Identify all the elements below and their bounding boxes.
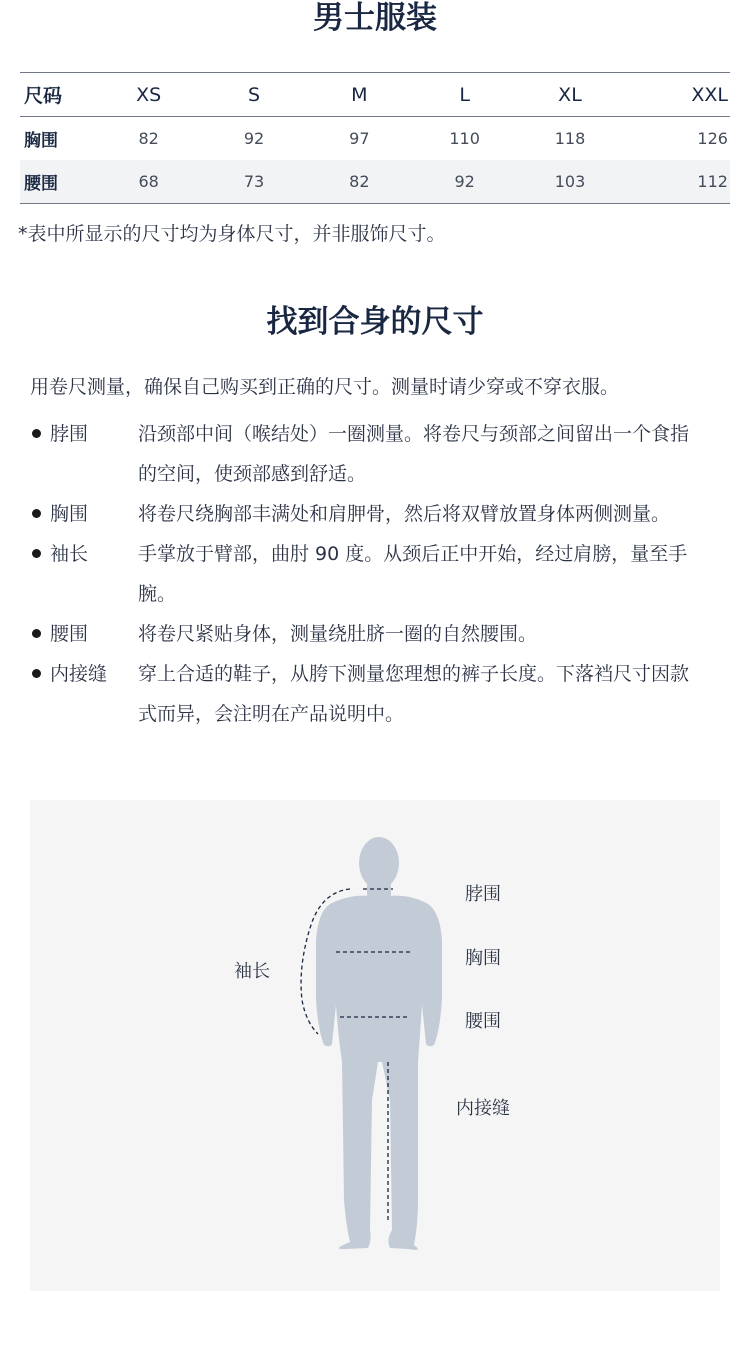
guide-description: 沿颈部中间（喉结处）一圈测量。将卷尺与颈部之间留出一个食指的空间，使颈部感到舒适。 [138, 423, 690, 485]
guide-term: 袖长 [50, 543, 89, 565]
table-cell: 82 [349, 172, 370, 191]
list-item [30, 494, 720, 534]
body-silhouette [316, 837, 442, 1250]
sleeve-label: 袖长 [234, 961, 270, 982]
guide-description: 将卷尺绕胸部丰满处和肩胛骨，然后将双臂放置身体两侧测量。 [138, 503, 671, 525]
guide-term: 脖围 [50, 423, 89, 445]
list-item [30, 614, 720, 654]
table-header-cell: XL [558, 83, 582, 106]
table-row-chest [20, 117, 730, 160]
measurement-guide-list [30, 414, 720, 734]
table-header-cell: M [351, 83, 368, 106]
guide-description: 穿上合适的鞋子，从胯下测量您理想的裤子长度。下落裆尺寸因款式而异，会注明在产品说明中。 [138, 663, 690, 725]
list-item [30, 534, 720, 614]
table-footnote: *表中所显示的尺寸均为身体尺寸，并非服饰尺寸。 [18, 223, 446, 245]
table-header-cell: XS [136, 83, 162, 106]
bullet-icon [30, 414, 50, 494]
table-cell: 103 [554, 172, 586, 191]
table-header-row [20, 73, 730, 117]
table-cell: 118 [554, 129, 586, 148]
guide-term: 腰围 [50, 623, 89, 645]
table-cell: 73 [243, 172, 265, 191]
guide-description: 手掌放于臂部，曲肘 90 度。从颈后正中开始，经过肩膀，量至手腕。 [138, 543, 688, 605]
table-cell: 92 [243, 129, 265, 148]
body-silhouette-figure [30, 800, 720, 1291]
guide-term: 胸围 [50, 503, 89, 525]
table-header-cell: XXL [691, 83, 728, 106]
bullet-icon [30, 534, 50, 614]
list-item [30, 654, 720, 734]
waist-label: 腰围 [465, 1011, 501, 1032]
list-item [30, 414, 720, 494]
table-row-waist [20, 160, 730, 203]
bullet-icon [30, 614, 50, 654]
table-cell: 97 [349, 129, 370, 148]
table-cell: 82 [138, 129, 159, 148]
neck-label: 脖围 [465, 884, 501, 905]
table-row-label: 胸围 [24, 131, 58, 151]
section-title: 找到合身的尺寸 [266, 304, 484, 340]
guide-description: 将卷尺紧贴身体，测量绕肚脐一圈的自然腰围。 [138, 623, 538, 645]
table-cell: 112 [697, 172, 728, 191]
measurement-illustration [30, 800, 720, 1291]
table-cell: 126 [697, 129, 728, 148]
table-cell: 110 [449, 129, 480, 148]
table-cell: 68 [138, 172, 159, 191]
table-header-cell: L [459, 83, 470, 106]
table-header-cell: S [247, 83, 261, 106]
table-cell: 92 [454, 172, 475, 191]
page-title: 男士服装 [313, 0, 437, 36]
inseam-label: 内接缝 [456, 1098, 510, 1119]
size-table [20, 72, 730, 204]
bullet-icon [30, 654, 50, 734]
table-row-label: 腰围 [24, 174, 58, 194]
chest-label: 胸围 [465, 948, 501, 969]
table-header-cell: 尺码 [24, 85, 63, 107]
intro-text: 用卷尺测量，确保自己购买到正确的尺寸。测量时请少穿或不穿衣服。 [30, 376, 620, 398]
bullet-icon [30, 494, 50, 534]
guide-term: 内接缝 [50, 663, 108, 685]
